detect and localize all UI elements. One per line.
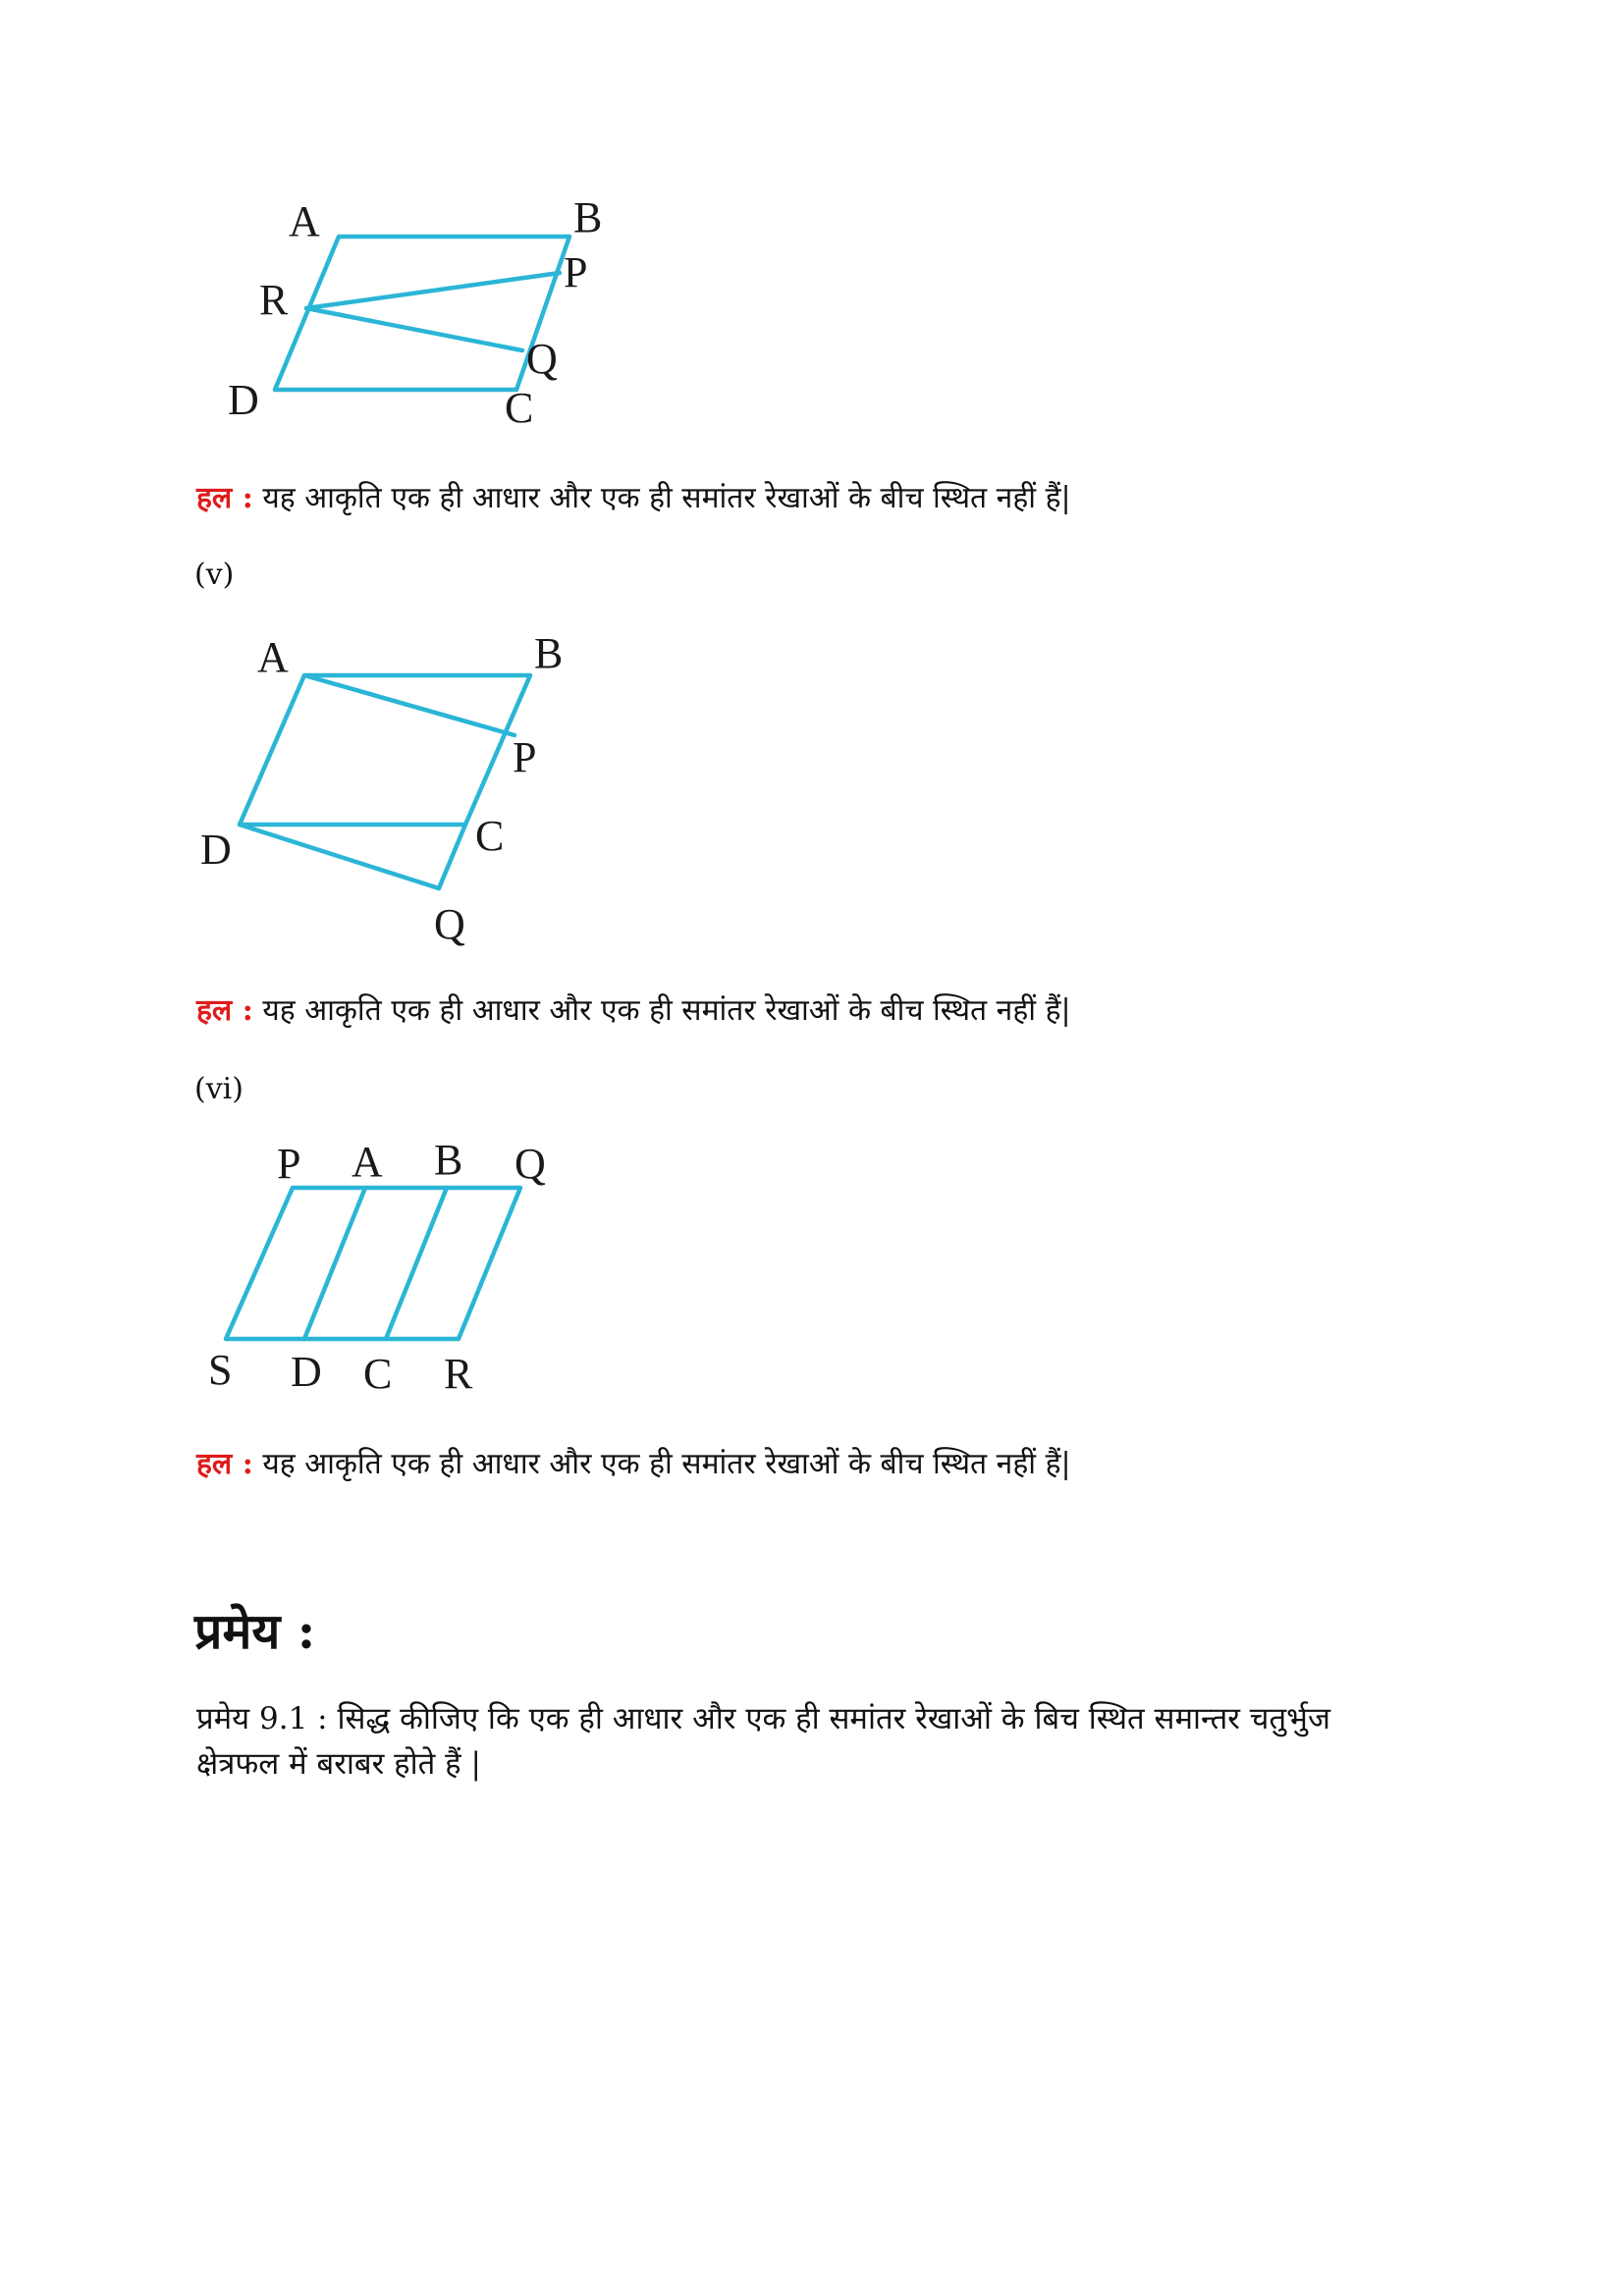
figure-vi-svg (0, 0, 687, 1414)
label-q: Q (526, 335, 558, 383)
theorem-line-1: प्रमेय 9.1 : सिद्ध कीजिए कि एक ही आधार और एक ही समांतर रेखाओं के बिच स्थित समान्तर चतुर्भुज (196, 1701, 1330, 1736)
segment-bc (386, 1188, 447, 1339)
label-d: D (291, 1348, 322, 1396)
solution-label: हल : (196, 993, 253, 1028)
figure-vi (0, 0, 687, 1414)
solution-label: हल : (196, 481, 253, 515)
theorem-text (196, 1696, 1473, 1787)
solution-text: यह आकृति एक ही आधार और एक ही समांतर रेखाओं के बीच स्थित नहीं हैं| (262, 481, 1071, 515)
label-s: S (208, 1346, 233, 1394)
label-r: R (444, 1350, 473, 1398)
label-c: C (505, 384, 534, 432)
label-a: A (352, 1138, 383, 1186)
label-c: C (363, 1350, 393, 1398)
label-c: C (475, 812, 505, 860)
label-b: B (434, 1136, 463, 1184)
label-b: B (534, 629, 564, 677)
label-a: A (289, 197, 320, 245)
theorem-line-2: क्षेत्रफल में बराबर होते हैं | (196, 1746, 481, 1782)
label-d: D (228, 376, 259, 424)
label-q: Q (434, 900, 465, 948)
segment-ad (304, 1188, 365, 1339)
section-heading: प्रमेय : (194, 1602, 316, 1660)
label-p: P (277, 1140, 301, 1188)
label-p: P (513, 733, 537, 781)
parallelogram-pqrs (226, 1188, 520, 1339)
label-p: P (564, 248, 588, 296)
part-label-vi: (vi) (194, 1072, 243, 1106)
label-b: B (573, 193, 603, 241)
solution-text: यह आकृति एक ही आधार और एक ही समांतर रेखाओं के बीच स्थित नहीं हैं| (262, 1447, 1071, 1481)
label-d: D (200, 826, 232, 874)
label-q: Q (514, 1140, 546, 1188)
part-label-v: (v) (194, 558, 235, 592)
label-a: A (257, 633, 289, 681)
solution-text: यह आकृति एक ही आधार और एक ही समांतर रेखाओं के बीच स्थित नहीं हैं| (262, 993, 1071, 1028)
solution-label: हल : (196, 1447, 253, 1481)
label-r: R (259, 276, 289, 324)
solution-vi (196, 1445, 1071, 1484)
